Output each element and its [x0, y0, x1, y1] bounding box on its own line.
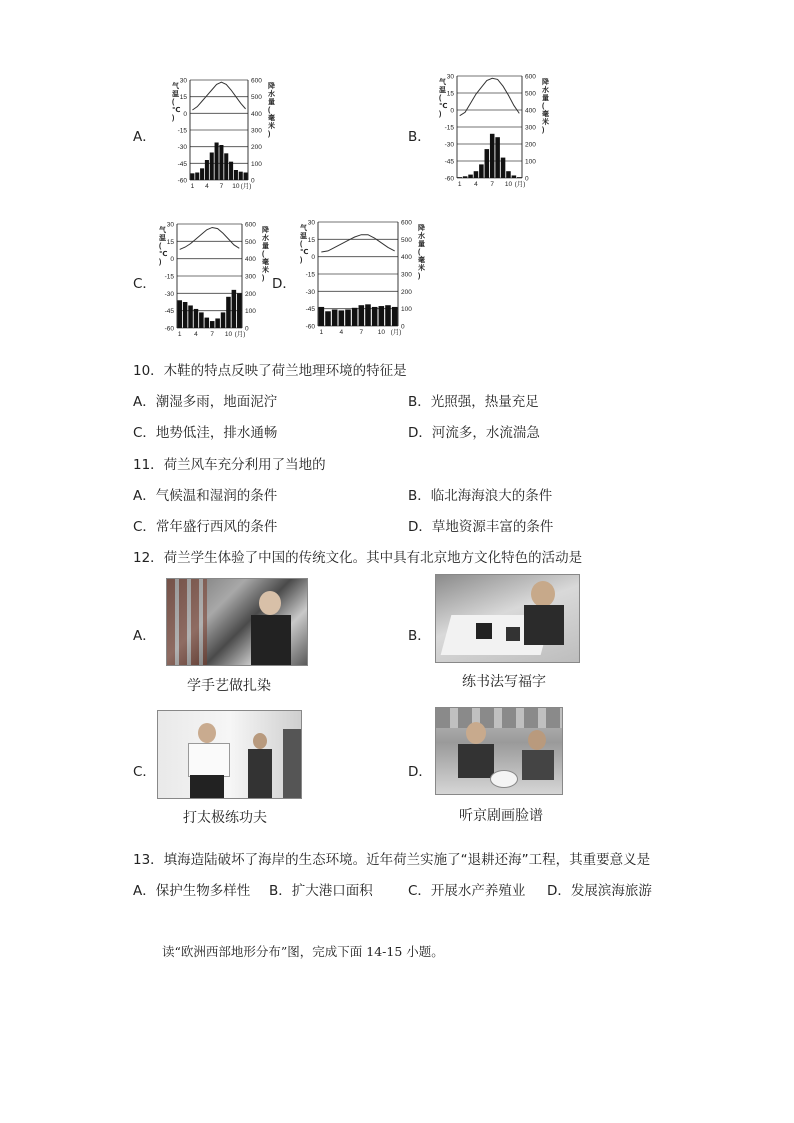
- chart-a-label: A．: [133, 129, 156, 145]
- peking-opera-photo: [435, 707, 563, 795]
- temp-tick-label: 0: [311, 254, 315, 262]
- precip-axis-title: ): [262, 275, 265, 282]
- precip-bar: [239, 172, 243, 180]
- month-unit-label: (月): [234, 331, 246, 338]
- precip-bar: [232, 290, 237, 328]
- precip-bar: [385, 305, 391, 326]
- question-13-option-a[interactable]: A．保护生物多样性: [133, 883, 251, 899]
- question-12-stem: 12．荷兰学生体验了中国的传统文化。其中具有北京地方文化特色的活动是: [133, 550, 583, 566]
- precip-bar: [463, 176, 468, 178]
- precip-tick-label: 200: [245, 290, 256, 298]
- calligraphy-photo: [435, 574, 580, 663]
- precip-tick-label: 600: [525, 73, 536, 81]
- precip-bar: [457, 177, 462, 178]
- question-10-option-c[interactable]: C．地势低洼，排水通畅: [133, 425, 278, 441]
- precip-tick-label: 400: [401, 254, 412, 262]
- precip-bar: [517, 177, 522, 178]
- precip-tick-label: 500: [525, 90, 536, 98]
- precip-bar: [237, 293, 242, 328]
- precip-bar: [512, 175, 517, 178]
- month-tick-label: 4: [194, 331, 198, 338]
- precip-tick-label: 500: [251, 94, 262, 102]
- precip-tick-label: 0: [525, 175, 529, 183]
- question-11-stem: 11．荷兰风车充分利用了当地的: [133, 457, 326, 473]
- temp-tick-label: 0: [170, 256, 174, 264]
- precip-bar: [195, 173, 199, 181]
- question-11-option-a[interactable]: A．气候温和湿润的条件: [133, 488, 278, 504]
- precip-axis-title: 量: [262, 243, 269, 250]
- precip-bar: [234, 170, 238, 180]
- temp-axis-title: 气: [300, 225, 307, 232]
- precip-bar: [365, 304, 371, 326]
- tie-dye-photo: [166, 578, 308, 666]
- precip-axis-title: 量: [268, 99, 275, 106]
- temp-tick-label: -60: [444, 175, 454, 183]
- temp-tick-label: -60: [177, 177, 187, 185]
- precip-tick-label: 300: [525, 124, 536, 132]
- temp-axis-title: 温: [172, 91, 179, 98]
- precip-tick-label: 400: [245, 256, 256, 264]
- temp-axis-title: 气: [439, 79, 446, 86]
- precip-bar: [205, 160, 209, 180]
- question-10-stem: 10．木鞋的特点反映了荷兰地理环境的特征是: [133, 363, 407, 379]
- precip-bar: [392, 307, 398, 326]
- precip-axis-title: 水: [542, 87, 549, 94]
- precip-bar: [468, 175, 473, 178]
- precip-tick-label: 400: [525, 107, 536, 115]
- climate-chart-d: [296, 216, 426, 340]
- precip-axis-title: 量: [542, 95, 549, 102]
- precip-bar: [210, 321, 215, 328]
- temp-axis-title: ℃: [300, 249, 309, 256]
- temp-axis-title: 温: [300, 233, 307, 240]
- temp-axis-title: ℃: [159, 251, 168, 258]
- temp-tick-label: -45: [164, 308, 174, 316]
- tai-chi-photo: [157, 710, 302, 799]
- precip-tick-label: 400: [251, 110, 262, 118]
- temp-axis-title: (: [300, 241, 303, 248]
- precip-axis-title: 米: [268, 123, 275, 130]
- precip-bar: [325, 311, 331, 326]
- precip-bar: [190, 173, 194, 180]
- temp-tick-label: -15: [305, 271, 315, 279]
- temp-axis-title: ℃: [172, 107, 181, 114]
- precip-bar: [479, 164, 484, 178]
- precip-bar: [221, 312, 226, 328]
- precip-bar: [352, 308, 358, 326]
- precip-bar: [205, 318, 210, 328]
- precip-bar: [339, 310, 345, 326]
- precip-bar: [379, 306, 385, 326]
- precip-tick-label: 600: [245, 221, 256, 229]
- question-11-option-d[interactable]: D．草地资源丰富的条件: [408, 519, 554, 535]
- question-11-option-c[interactable]: C．常年盛行西风的条件: [133, 519, 278, 535]
- precip-tick-label: 100: [401, 306, 412, 314]
- temp-tick-label: -45: [177, 160, 187, 168]
- peking-opera-caption: 听京剧画脸谱: [459, 808, 543, 824]
- month-tick-label: 7: [490, 181, 495, 188]
- temp-axis-title: (: [172, 99, 175, 106]
- chart-c-label: C．: [133, 276, 156, 292]
- question-10-option-d[interactable]: D．河流多，水流湍急: [408, 425, 540, 441]
- temp-axis-title: ): [439, 111, 442, 118]
- temp-tick-label: -30: [444, 141, 454, 149]
- reading-instruction: 读“欧洲西部地形分布”图，完成下面 14-15 小题。: [162, 944, 444, 959]
- temp-tick-label: -60: [164, 325, 174, 333]
- temp-axis-title: 温: [439, 87, 446, 94]
- precip-axis-title: 水: [268, 91, 275, 98]
- precip-tick-label: 500: [401, 236, 412, 244]
- precip-axis-title: ): [268, 131, 271, 138]
- precip-bar: [215, 143, 219, 181]
- precip-bar: [506, 171, 511, 178]
- temp-axis-title: 气: [172, 83, 179, 90]
- precip-axis-title: 米: [418, 265, 425, 272]
- precip-bar: [332, 310, 338, 326]
- temp-tick-label: 30: [307, 219, 315, 227]
- temp-axis-title: (: [439, 95, 442, 102]
- question-12-option-c-label[interactable]: C．: [133, 764, 156, 780]
- precip-axis-title: (: [268, 107, 271, 114]
- temp-axis-title: 温: [159, 235, 166, 242]
- month-tick-label: 10: [377, 329, 385, 336]
- precip-bar: [490, 134, 495, 178]
- precip-axis-title: 米: [262, 267, 269, 274]
- chart-b-label: B．: [408, 129, 431, 145]
- precip-axis-title: 水: [262, 235, 269, 242]
- precip-axis-title: 毫: [418, 257, 425, 264]
- temp-tick-label: 15: [179, 94, 187, 102]
- precip-bar: [495, 137, 500, 178]
- precip-tick-label: 200: [401, 288, 412, 296]
- precip-axis-title: 降: [262, 227, 269, 234]
- question-12-option-d-label[interactable]: D．: [408, 764, 432, 780]
- precip-tick-label: 0: [251, 177, 255, 185]
- precip-tick-label: 100: [251, 160, 262, 168]
- precip-tick-label: 600: [251, 77, 262, 85]
- climate-chart-a: [168, 74, 276, 194]
- precip-tick-label: 200: [251, 144, 262, 152]
- temp-axis-title: ℃: [439, 103, 448, 110]
- month-tick-label: 4: [339, 329, 344, 336]
- temp-tick-label: -45: [305, 306, 315, 314]
- question-13-stem: 13．填海造陆破坏了海岸的生态环境。近年荷兰实施了“退耕还海”工程，其重要意义是: [133, 852, 651, 868]
- month-unit-label: (月): [390, 329, 402, 336]
- precip-bar: [215, 318, 220, 328]
- precip-axis-title: 降: [268, 83, 275, 90]
- temp-axis-title: (: [159, 243, 162, 250]
- month-tick-label: 7: [219, 183, 224, 190]
- precip-bar: [372, 307, 378, 326]
- precip-tick-label: 300: [251, 127, 262, 135]
- precip-bar: [229, 162, 233, 180]
- month-unit-label: (月): [514, 181, 526, 188]
- precip-axis-title: 毫: [542, 111, 549, 118]
- temp-tick-label: -60: [305, 323, 315, 331]
- temp-tick-label: -45: [444, 158, 454, 166]
- precip-bar: [177, 300, 182, 328]
- precip-axis-title: 降: [418, 225, 425, 232]
- month-tick-label: 1: [319, 329, 324, 336]
- tie-dye-caption: 学手艺做扎染: [187, 678, 271, 694]
- temp-tick-label: -15: [177, 127, 187, 135]
- question-12-option-a-label[interactable]: A．: [133, 628, 156, 644]
- temp-tick-label: 15: [307, 236, 315, 244]
- temp-axis-title: ): [172, 115, 175, 122]
- calligraphy-caption: 练书法写福字: [462, 674, 546, 690]
- temp-tick-label: 30: [166, 221, 174, 229]
- precip-bar: [226, 297, 231, 328]
- precip-bar: [501, 158, 506, 178]
- temp-tick-label: -15: [444, 124, 454, 132]
- temperature-line: [321, 235, 394, 252]
- precip-tick-label: 500: [245, 238, 256, 246]
- precip-bar: [219, 145, 223, 180]
- precip-tick-label: 200: [525, 141, 536, 149]
- precip-tick-label: 0: [245, 325, 249, 333]
- precip-tick-label: 300: [245, 273, 256, 281]
- precip-bar: [244, 173, 248, 181]
- precip-axis-title: 米: [542, 119, 549, 126]
- precip-bar: [224, 153, 228, 180]
- month-tick-label: 4: [474, 181, 478, 188]
- precip-axis-title: 降: [542, 79, 549, 86]
- temp-tick-label: 30: [446, 73, 454, 81]
- month-unit-label: (月): [240, 183, 252, 190]
- temp-tick-label: -30: [177, 144, 187, 152]
- question-12-option-b-label[interactable]: B．: [408, 628, 431, 644]
- precip-bar: [210, 153, 214, 181]
- month-tick-label: 10: [232, 183, 240, 190]
- month-tick-label: 4: [205, 183, 209, 190]
- chart-d-label: D．: [272, 276, 296, 292]
- month-tick-label: 10: [224, 331, 233, 338]
- precip-axis-title: ): [542, 127, 545, 134]
- question-13-option-b[interactable]: B．扩大港口面积: [269, 883, 373, 899]
- question-11-option-b[interactable]: B．临北海海浪大的条件: [408, 488, 553, 504]
- temp-tick-label: -15: [164, 273, 174, 281]
- precip-bar: [194, 309, 199, 328]
- tai-chi-caption: 打太极练功夫: [183, 810, 267, 826]
- precip-axis-title: (: [418, 249, 421, 256]
- precip-tick-label: 300: [401, 271, 412, 279]
- month-tick-label: 10: [504, 181, 513, 188]
- month-tick-label: 1: [177, 331, 182, 338]
- temp-axis-title: ): [159, 259, 162, 266]
- temp-tick-label: 15: [446, 90, 454, 98]
- precip-bar: [485, 149, 490, 178]
- temp-axis-title: ): [300, 257, 303, 264]
- question-10-option-b[interactable]: B．光照强，热量充足: [408, 394, 539, 410]
- precip-bar: [200, 168, 204, 180]
- temp-tick-label: 30: [179, 77, 187, 85]
- precip-axis-title: ): [418, 273, 421, 280]
- question-10-option-a[interactable]: A．潮湿多雨，地面泥泞: [133, 394, 278, 410]
- precip-bar: [183, 302, 188, 328]
- month-tick-label: 7: [210, 331, 215, 338]
- climate-chart-c: [155, 218, 270, 342]
- precip-bar: [188, 305, 193, 328]
- temperature-line: [180, 227, 240, 249]
- temperature-line: [192, 82, 245, 110]
- question-13-option-d[interactable]: D．发展滨海旅游: [547, 883, 652, 899]
- precip-tick-label: 100: [525, 158, 536, 166]
- precip-axis-title: 水: [418, 233, 425, 240]
- precip-tick-label: 600: [401, 219, 412, 227]
- precip-axis-title: 量: [418, 241, 425, 248]
- question-13-option-c[interactable]: C．开展水产养殖业: [408, 883, 526, 899]
- precip-tick-label: 100: [245, 308, 256, 316]
- temp-tick-label: -30: [164, 290, 174, 298]
- precip-axis-title: 毫: [262, 259, 269, 266]
- precip-tick-label: 0: [401, 323, 405, 331]
- precip-bar: [345, 310, 351, 326]
- temp-axis-title: 气: [159, 227, 166, 234]
- precip-bar: [474, 171, 479, 178]
- precip-axis-title: 毫: [268, 115, 275, 122]
- temp-tick-label: 15: [166, 238, 174, 246]
- month-tick-label: 1: [190, 183, 195, 190]
- precip-bar: [319, 307, 325, 326]
- month-tick-label: 7: [359, 329, 364, 336]
- temp-tick-label: 0: [450, 107, 454, 115]
- temp-tick-label: -30: [305, 288, 315, 296]
- precip-axis-title: (: [542, 103, 545, 110]
- temp-tick-label: 0: [183, 110, 187, 118]
- precip-axis-title: (: [262, 251, 265, 258]
- month-tick-label: 1: [457, 181, 462, 188]
- climate-chart-b: [435, 70, 550, 192]
- precip-bar: [199, 312, 204, 328]
- precip-bar: [359, 305, 365, 326]
